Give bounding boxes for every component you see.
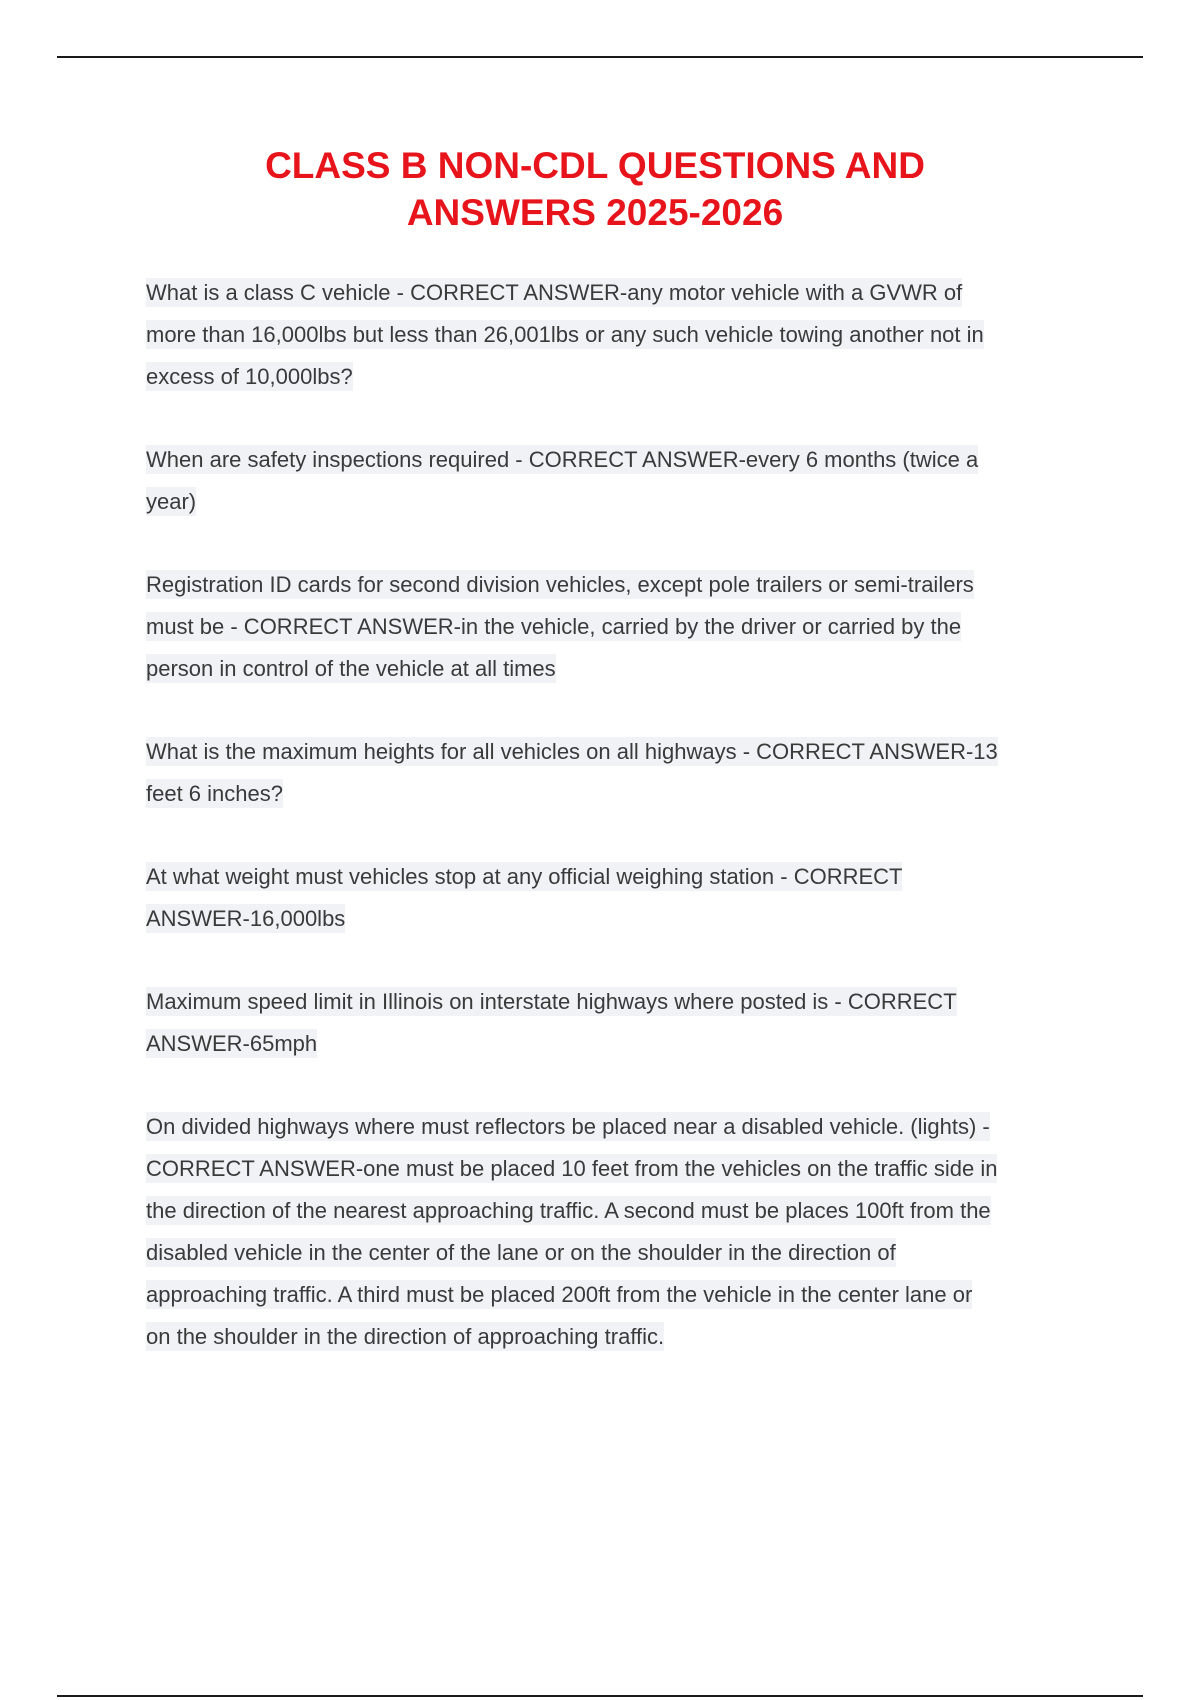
qa-line: feet 6 inches? bbox=[146, 781, 283, 806]
qa-line: Maximum speed limit in Illinois on interstate highways where posted is - CORRECT bbox=[146, 989, 957, 1014]
qa-line: the direction of the nearest approaching traffic. A second must be places 100ft from the bbox=[146, 1198, 991, 1223]
qa-line: When are safety inspections required - CORRECT ANSWER-every 6 months (twice a bbox=[146, 447, 979, 472]
qa-item bbox=[146, 1106, 1096, 1358]
qa-item bbox=[146, 981, 1096, 1065]
qa-line: On divided highways where must reflectors be placed near a disabled vehicle. (lights) - bbox=[146, 1114, 990, 1139]
title-line: ANSWERS 2025-2026 bbox=[406, 192, 784, 233]
qa-line: At what weight must vehicles stop at any official weighing station - CORRECT bbox=[146, 864, 903, 889]
qa-line: must be - CORRECT ANSWER-in the vehicle, carried by the driver or carried by the bbox=[146, 614, 962, 639]
qa-line: What is a class C vehicle - CORRECT ANSWER-any motor vehicle with a GVWR of bbox=[146, 280, 963, 305]
qa-line: year) bbox=[146, 489, 197, 514]
qa-item bbox=[146, 856, 1096, 940]
qa-line: CORRECT ANSWER-one must be placed 10 feet from the vehicles on the traffic side in bbox=[146, 1156, 998, 1181]
qa-line: more than 16,000lbs but less than 26,001lbs or any such vehicle towing another not in bbox=[146, 322, 984, 347]
document-title bbox=[210, 142, 980, 236]
qa-line: What is the maximum heights for all vehicles on all highways - CORRECT ANSWER-13 bbox=[146, 739, 998, 764]
qa-line: Registration ID cards for second division vehicles, except pole trailers or semi-trailers bbox=[146, 572, 974, 597]
qa-line: on the shoulder in the direction of approaching traffic. bbox=[146, 1324, 665, 1349]
bottom-rule bbox=[57, 1695, 1143, 1697]
qa-item bbox=[146, 564, 1096, 690]
qa-line: excess of 10,000lbs? bbox=[146, 364, 353, 389]
qa-line: ANSWER-65mph bbox=[146, 1031, 318, 1056]
title-line: CLASS B NON-CDL QUESTIONS AND bbox=[265, 145, 925, 186]
qa-item bbox=[146, 731, 1096, 815]
qa-list bbox=[146, 272, 1096, 1399]
qa-line: ANSWER-16,000lbs bbox=[146, 906, 346, 931]
qa-item bbox=[146, 272, 1096, 398]
qa-item bbox=[146, 439, 1096, 523]
qa-line: approaching traffic. A third must be placed 200ft from the vehicle in the center lane or bbox=[146, 1282, 973, 1307]
qa-line: person in control of the vehicle at all times bbox=[146, 656, 556, 681]
qa-line: disabled vehicle in the center of the lane or on the shoulder in the direction of bbox=[146, 1240, 896, 1265]
top-rule bbox=[57, 56, 1143, 58]
